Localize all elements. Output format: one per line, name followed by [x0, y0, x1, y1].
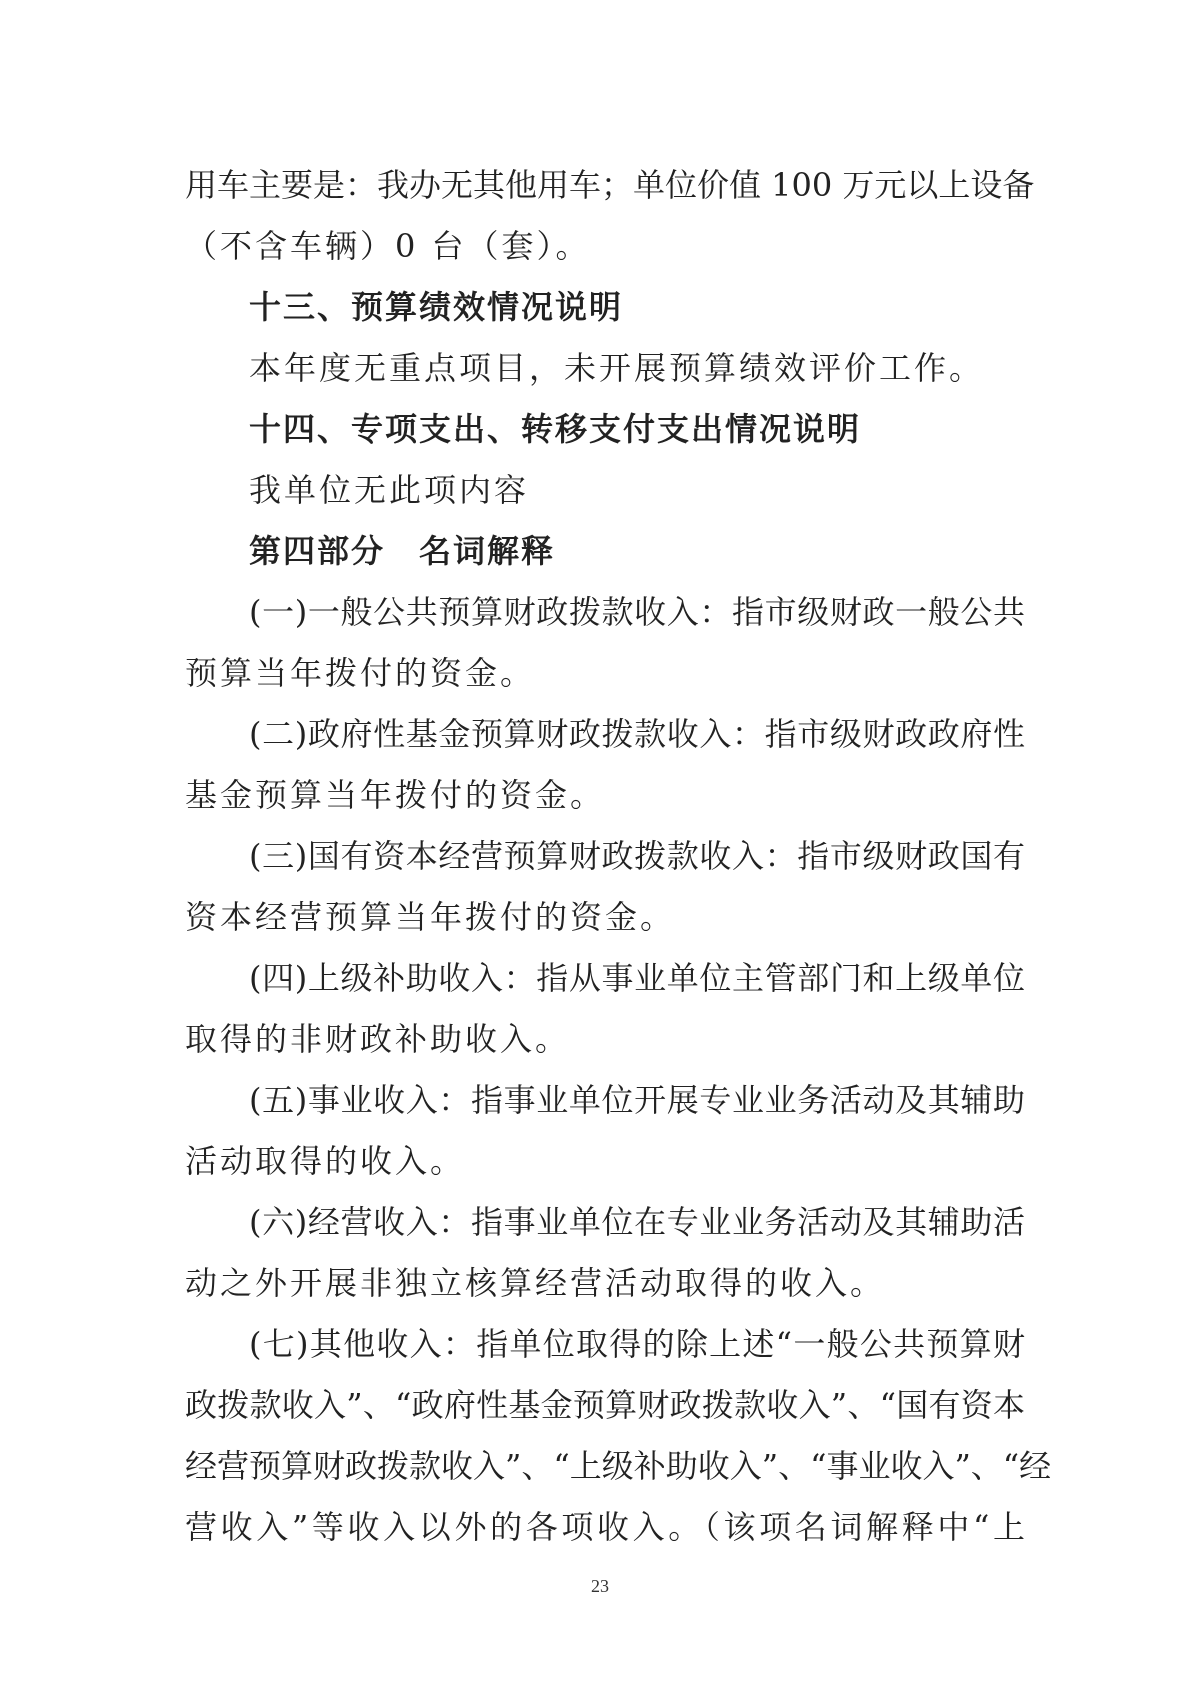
- document-body: [185, 155, 1052, 1558]
- paragraph-line: 营收入”等收入以外的各项收入。（该项名词解释中“上: [185, 1508, 1025, 1546]
- paragraph-line: 活动取得的收入。: [185, 1142, 466, 1180]
- paragraph-line: (一)一般公共预算财政拨款收入：指市级财政一般公共: [249, 593, 1025, 631]
- paragraph-line: (五)事业收入：指事业单位开展专业业务活动及其辅助: [249, 1081, 1025, 1119]
- paragraph-line: 我单位无此项内容: [249, 471, 530, 509]
- paragraph-line: (六)经营收入：指事业单位在专业业务活动及其辅助活: [249, 1203, 1025, 1241]
- paragraph-line: (七)其他收入：指单位取得的除上述“一般公共预算财: [249, 1325, 1025, 1363]
- paragraph-line: 政拨款收入”、“政府性基金预算财政拨款收入”、“国有资本: [185, 1386, 1025, 1424]
- paragraph-line: 动之外开展非独立核算经营活动取得的收入。: [185, 1264, 886, 1302]
- part-heading: 第四部分 名词解释: [249, 532, 556, 570]
- paragraph-line: 预算当年拨付的资金。: [185, 654, 536, 692]
- paragraph-line: 本年度无重点项目，未开展预算绩效评价工作。: [249, 349, 985, 387]
- section-heading: 十三、预算绩效情况说明: [249, 288, 624, 326]
- paragraph-line: (四)上级补助收入：指从事业单位主管部门和上级单位: [249, 959, 1025, 997]
- paragraph-line: 取得的非财政补助收入。: [185, 1020, 571, 1058]
- paragraph-line: 经营预算财政拨款收入”、“上级补助收入”、“事业收入”、“经: [185, 1447, 1052, 1485]
- paragraph-line: 资本经营预算当年拨付的资金。: [185, 898, 676, 936]
- paragraph-line: 用车主要是：我办无其他用车；单位价值 100 万元以上设备: [185, 166, 1035, 204]
- paragraph-line: 基金预算当年拨付的资金。: [185, 776, 606, 814]
- paragraph-line: （不含车辆）0 台（套）。: [185, 227, 591, 265]
- paragraph-line: (二)政府性基金预算财政拨款收入：指市级财政政府性: [249, 715, 1025, 753]
- page-number: 23: [591, 1576, 609, 1596]
- paragraph-line: (三)国有资本经营预算财政拨款收入：指市级财政国有: [249, 837, 1025, 875]
- section-heading: 十四、专项支出、转移支付支出情况说明: [249, 410, 862, 448]
